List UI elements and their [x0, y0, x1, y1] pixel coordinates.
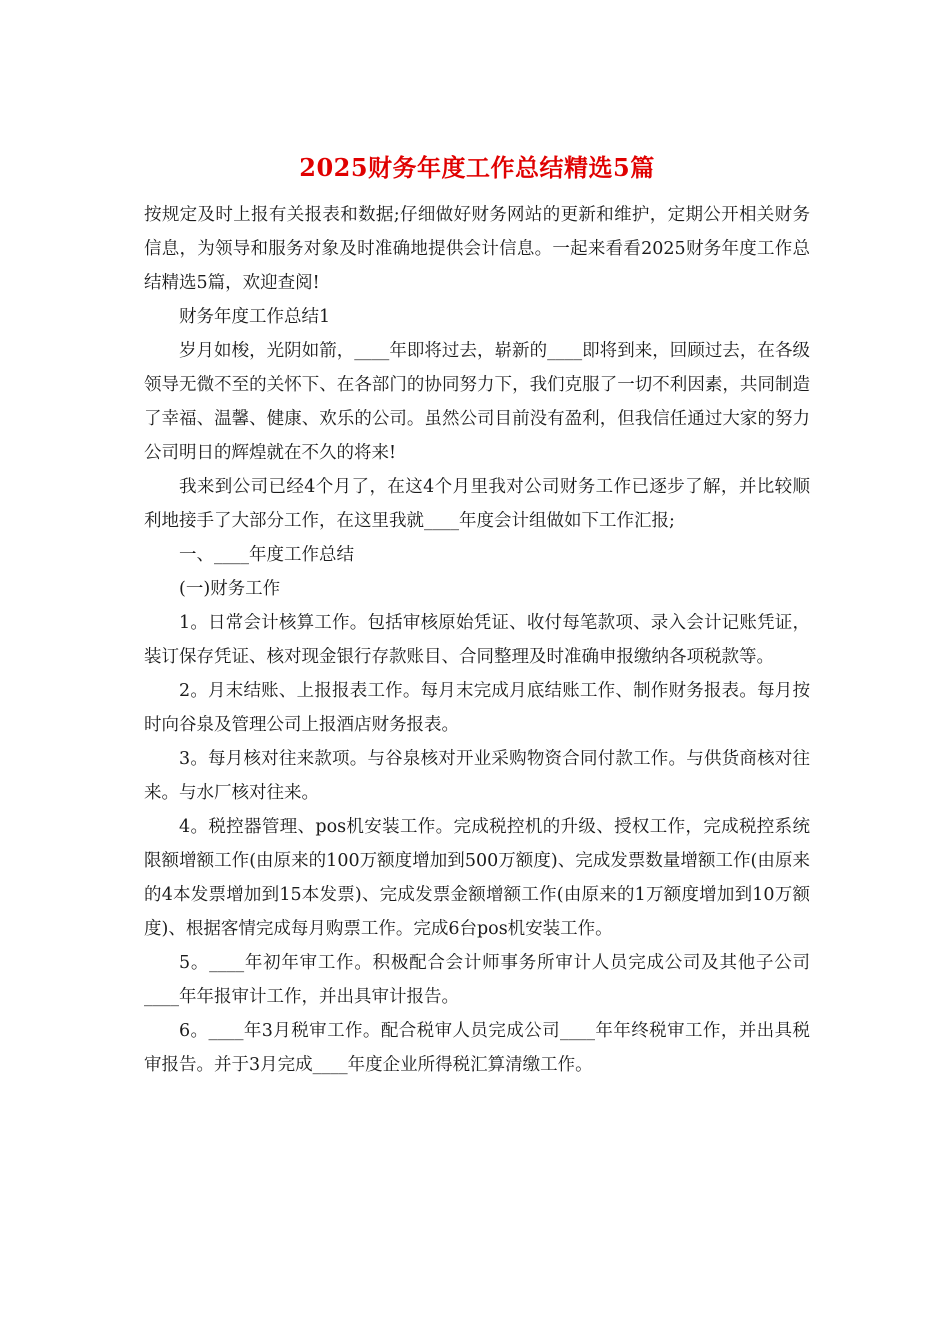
list-item: 1。日常会计核算工作。包括审核原始凭证、收付每笔款项、录入会计记账凭证，装订保存凭证、核对现金银行存款账目、合同整理及时准确申报缴纳各项税款等。 — [144, 613, 810, 667]
body-paragraph: 岁月如梭，光阴如箭，____年即将过去，崭新的____即将到来，回顾过去，在各级领导无微不至的关怀下、在各部门的协同努力下，我们克服了一切不利因素，共同制造了幸福、温馨、健康、欢乐的公司。虽然公司目前没有盈利，但我信任通过大家的努力公司明日的辉煌就在不久的将来! — [144, 341, 810, 463]
document-title: 2025财务年度工作总结精选5篇 — [299, 153, 655, 182]
subsection-heading: 一、____年度工作总结 — [179, 545, 354, 565]
list-item: 4。税控器管理、pos机安装工作。完成税控机的升级、授权工作，完成税控系统限额增额工作(由原来的100万额度增加到500万额度)、完成发票数量增额工作(由原来的4本发票增加到15本发票)、完成发票金额增额工作(由原来的1万额度增加到10万额度)、根据客情完成每月购票工作。完成6台pos机安装工作。 — [144, 817, 810, 939]
list-item: 6。____年3月税审工作。配合税审人员完成公司____年年终税审工作，并出具税审报告。并于3月完成____年度企业所得税汇算清缴工作。 — [144, 1021, 810, 1075]
subsection-heading: (一)财务工作 — [179, 579, 281, 599]
body-paragraph: 我来到公司已经4个月了，在这4个月里我对公司财务工作已逐步了解，并比较顺利地接手了大部分工作，在这里我就____年度会计组做如下工作汇报; — [144, 477, 810, 531]
section-heading: 财务年度工作总结1 — [179, 307, 331, 327]
list-item: 5。____年初年审工作。积极配合会计师事务所审计人员完成公司及其他子公司____年年报审计工作，并出具审计报告。 — [144, 953, 810, 1007]
list-item: 3。每月核对往来款项。与谷泉核对开业采购物资合同付款工作。与供货商核对往来。与水厂核对往来。 — [144, 749, 810, 803]
list-item: 2。月末结账、上报报表工作。每月末完成月底结账工作、制作财务报表。每月按时向谷泉及管理公司上报酒店财务报表。 — [144, 681, 810, 735]
document-body — [144, 198, 810, 1082]
intro-paragraph: 按规定及时上报有关报表和数据;仔细做好财务网站的更新和维护，定期公开相关财务信息，为领导和服务对象及时准确地提供会计信息。一起来看看2025财务年度工作总结精选5篇，欢迎查阅! — [144, 205, 810, 293]
